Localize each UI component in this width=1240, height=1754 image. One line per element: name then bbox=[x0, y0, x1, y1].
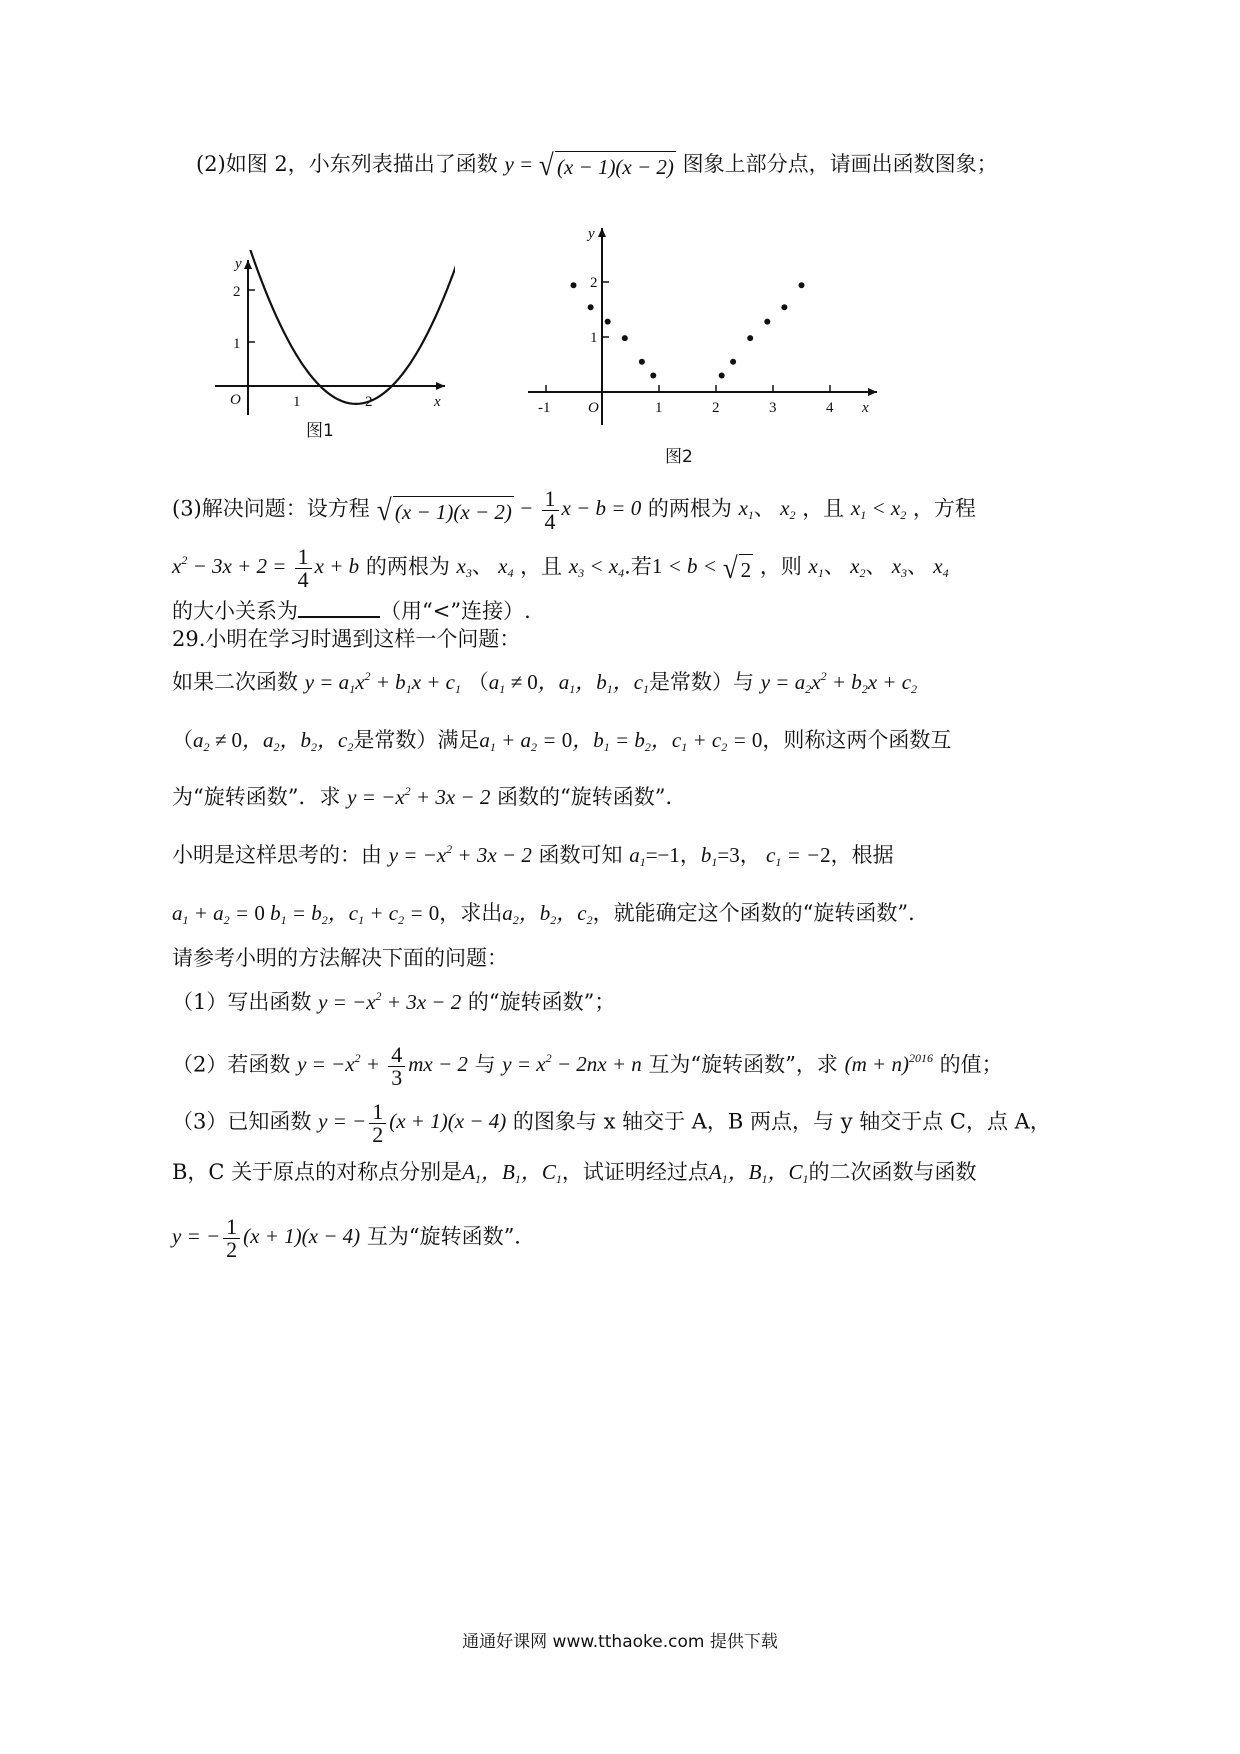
fig2-point-5 bbox=[639, 359, 645, 365]
fig2-point-9 bbox=[747, 335, 753, 341]
q28-part3-mid2: 的两根为 bbox=[365, 554, 450, 579]
q28-part2-function: y = √ (x − 1)(x − 2) bbox=[504, 149, 674, 183]
fig2-point-12 bbox=[799, 282, 805, 288]
q29-sub3-line1 bbox=[172, 1101, 1051, 1146]
fig2-x-label: x bbox=[862, 400, 869, 416]
q28-part3-prefix: (3)解决问题：设方程 bbox=[172, 496, 370, 521]
figure-1-caption: 图1 bbox=[306, 421, 334, 441]
q29-think-line2 bbox=[172, 899, 929, 927]
q29-sub3-points2: $A_1$，$B_1$，$C_1$ bbox=[708, 1160, 809, 1186]
fig2-point-2 bbox=[588, 304, 594, 310]
q29-sub3-line2 bbox=[172, 1158, 977, 1186]
figure-2-graph bbox=[520, 220, 890, 430]
q29-sub3-line3-end: 互为“旋转函数”． bbox=[366, 1224, 536, 1249]
fig2-point-7 bbox=[719, 373, 725, 379]
fig2-origin: O bbox=[588, 400, 599, 416]
q29-sub2-expr: $(m + n)^{2016}$ bbox=[844, 1051, 933, 1077]
q28-part3-roots12: $x_1$、 $x_2$ bbox=[738, 496, 796, 523]
fig2-x-tick-neg1: -1 bbox=[538, 400, 551, 416]
q28-part3-cmp34: $x_3 < x_4$ bbox=[568, 554, 625, 581]
q29-def-relation: $a_1 + a_2 = 0$，$b_1 = b_2$，$c_1 + c_2 = 0$ bbox=[479, 728, 763, 754]
q29-sub2-prefix: （2）若函数 bbox=[172, 1052, 291, 1077]
q29-think2-mid: ，求出 bbox=[439, 901, 503, 925]
q28-part3-fangcheng: ，方程 bbox=[912, 496, 976, 521]
q29-think-values: $a_1=-1$，$b_1=3$， $c_1 = -2$ bbox=[629, 843, 831, 869]
fig2-point-10 bbox=[764, 319, 770, 325]
fig1-x-tick-1: 1 bbox=[293, 394, 301, 410]
q28-part3-b-range: 1 < b < √ 2 bbox=[651, 551, 752, 585]
q28-part3-equation2: $x^2 - 3x + 2$ = $\frac{1}{4}$ x + b bbox=[172, 544, 360, 592]
q29-sub3-line2-b: ，试证明经过点 bbox=[561, 1160, 709, 1184]
q28-part3-then: ，则 bbox=[759, 554, 802, 579]
fig2-y-tick-1: 1 bbox=[590, 330, 598, 346]
q29-sub2-mid: 互为“旋转函数”，求 bbox=[648, 1052, 838, 1077]
q29-def-line3 bbox=[172, 783, 687, 811]
q28-part3-equation1: √ (x − 1)(x − 2) − $\frac{1}{4}$ x − b = 0 bbox=[377, 486, 642, 534]
q29-sub3-line2-c: 的二次函数与函数 bbox=[808, 1160, 977, 1184]
figure-2-caption: 图2 bbox=[665, 447, 693, 467]
fig2-point-4 bbox=[622, 335, 628, 341]
q29-intro: 29.小明在学习时遇到这样一个问题： bbox=[172, 627, 521, 651]
figure-1-graph bbox=[205, 250, 455, 420]
fig1-y-tick-1: 1 bbox=[233, 336, 241, 352]
q29-sub3-func: y = − $\frac{1}{2}$ (x + 1)(x − 4) bbox=[318, 1099, 507, 1147]
q29-def-line2 bbox=[172, 726, 951, 754]
q28-part3-cmp12: $x_1 < x_2$ bbox=[850, 496, 907, 523]
q29-sub2-func1: $y = -x^2$ + $\frac{4}{3}$ mx − 2 bbox=[297, 1042, 468, 1090]
q29-sub1-func: $y = -x^2 + 3x - 2$ bbox=[318, 989, 462, 1014]
q29-think-func: $y = -x^2 + 3x - 2$ bbox=[388, 842, 532, 867]
q29-def-line3-prefix: 为“旋转函数”．求 bbox=[172, 785, 341, 809]
q29-sub3-rest: 的图象与 x 轴交于 A，B 两点，与 y 轴交于点 C，点 A， bbox=[512, 1109, 1051, 1134]
page-footer: 通通好课网 www.tthaoke.com 提供下载 bbox=[462, 1632, 778, 1652]
q29-sub1-prefix: （1）写出函数 bbox=[172, 990, 312, 1014]
fig2-y-tick-2: 2 bbox=[590, 275, 598, 291]
q28-part3-roots34: $x_3$、 $x_4$ bbox=[456, 554, 514, 581]
q29-think2-relation: $a_1 + a_2 = 0$ $b_1 = b_2$，$c_1 + c_2 = 0$ bbox=[172, 901, 440, 927]
q29-def-func1: $y = a_1x^2 + b_1x + c_1$ bbox=[304, 669, 461, 696]
fig1-y-tick-2: 2 bbox=[233, 284, 241, 300]
q29-think-line1 bbox=[172, 841, 894, 869]
fig2-x-tick-4: 4 bbox=[826, 400, 834, 416]
q29-sub2 bbox=[172, 1044, 1003, 1089]
q29-think2-vars: $a_2$，$b_2$，$c_2$ bbox=[502, 901, 593, 927]
q29-sub2-end: 的值； bbox=[939, 1052, 1003, 1077]
fig1-origin: O bbox=[230, 392, 241, 408]
fig2-point-3 bbox=[605, 319, 611, 325]
q28-part3-all-roots: $x_1$、 $x_2$、 $x_3$、 $x_4$ bbox=[808, 554, 949, 581]
q28-part2 bbox=[196, 150, 998, 181]
q28-part2-suffix: 图象上部分点，请画出函数图象； bbox=[682, 152, 998, 176]
q28-part2-text: (2)如图 2，小东列表描出了函数 bbox=[196, 152, 498, 176]
fig2-point-6 bbox=[650, 373, 656, 379]
q29-sub2-and: 与 bbox=[474, 1052, 496, 1077]
q29-think-prefix: 小明是这样思考的：由 bbox=[172, 843, 382, 867]
q29-def-cond2: （$a_2 \ne 0$，$a_2$，$b_2$，$c_2$是常数）满足 bbox=[172, 728, 480, 754]
q29-sub1-suffix: 的“旋转函数”； bbox=[467, 990, 616, 1014]
q29-sub2-func2: $y = x^2 - 2nx + n$ bbox=[502, 1051, 642, 1077]
q29-think-end: ，根据 bbox=[830, 843, 894, 867]
q28-part3-if: .若 bbox=[624, 554, 652, 579]
fig2-x-tick-1: 1 bbox=[655, 400, 663, 416]
fig1-y-label: y bbox=[235, 256, 242, 272]
q28-part3-mid1: 的两根为 bbox=[647, 496, 732, 521]
q28-part3-line3 bbox=[172, 596, 531, 625]
q29-think-mid: 函数可知 bbox=[538, 843, 623, 867]
q29-def-cond1: （$a_1 \ne 0$，$a_1$，$b_1$，$c_1$是常数）与 bbox=[467, 670, 755, 696]
q29-sub3-line3 bbox=[172, 1216, 535, 1261]
q28-part3-and1: ，且 bbox=[802, 496, 845, 521]
q29-reference: 请参考小明的方法解决下面的问题： bbox=[172, 946, 508, 970]
q29-def-line3-func: $y = -x^2 + 3x - 2$ bbox=[347, 784, 491, 809]
q28-part3-line1 bbox=[172, 488, 976, 533]
q28-part3-end1: 的大小关系为 bbox=[172, 599, 298, 623]
q29-sub3-points1: $A_1$，$B_1$，$C_1$ bbox=[462, 1160, 562, 1186]
q28-part3-line2 bbox=[172, 546, 949, 591]
q29-def-prefix: 如果二次函数 bbox=[172, 670, 298, 694]
fig2-x-tick-2: 2 bbox=[712, 400, 720, 416]
q29-def-line1 bbox=[172, 668, 917, 696]
fig1-x-label: x bbox=[434, 394, 441, 410]
q29-sub3-line3-func: y = − $\frac{1}{2}$ (x + 1)(x − 4) bbox=[172, 1214, 361, 1262]
answer-blank[interactable] bbox=[298, 596, 380, 618]
q28-part3-end2: （用“<”连接）. bbox=[380, 599, 531, 623]
q28-part3-and2: ，且 bbox=[520, 554, 563, 579]
fig2-point-8 bbox=[730, 359, 736, 365]
fig2-point-11 bbox=[781, 304, 787, 310]
q29-sub3-prefix: （3）已知函数 bbox=[172, 1109, 312, 1134]
fig2-x-tick-3: 3 bbox=[769, 400, 777, 416]
q29-sub3-line2-a: B，C 关于原点的对称点分别是 bbox=[172, 1160, 463, 1184]
fig2-y-label: y bbox=[588, 226, 595, 242]
fig1-x-tick-2: 2 bbox=[365, 394, 373, 410]
q29-sub1 bbox=[172, 988, 615, 1016]
fig2-point-1 bbox=[571, 282, 577, 288]
q29-def-func2: $y = a_2x^2 + b_2x + c_2$ bbox=[760, 669, 918, 696]
q29-def-then: ，则称这两个函数互 bbox=[762, 728, 952, 752]
q29-def-line3-suffix: 函数的“旋转函数”． bbox=[497, 785, 687, 809]
q29-think2-end: ，就能确定这个函数的“旋转函数”． bbox=[592, 901, 930, 925]
